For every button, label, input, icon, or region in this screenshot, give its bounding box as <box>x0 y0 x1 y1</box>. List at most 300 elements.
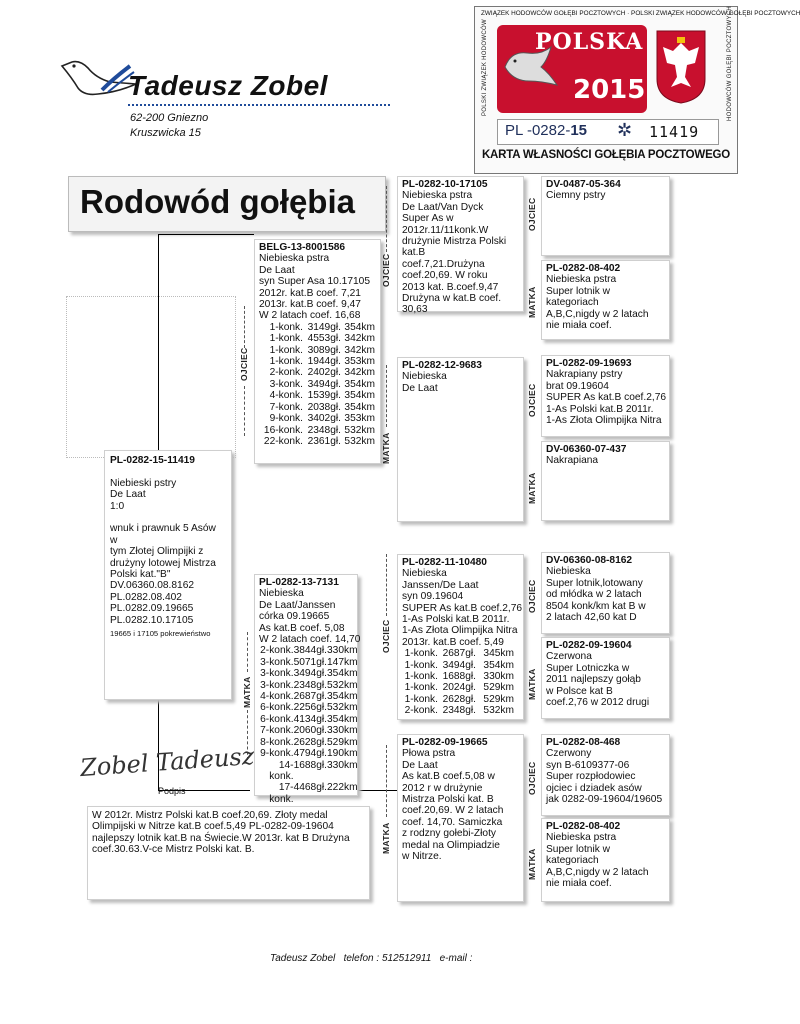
mf-label: OJCIEC <box>381 619 391 653</box>
mm-line: As kat.B coef.5,08 w <box>402 771 495 783</box>
result-place: 17-konk. <box>269 782 294 805</box>
mother-line: Niebieska <box>259 588 304 600</box>
mf-line: 2013r. kat.B coef. 5,49 <box>402 636 504 648</box>
result-row <box>259 759 358 783</box>
result-row <box>402 671 519 682</box>
result-row <box>259 333 376 344</box>
mm-line: coef.20,69. W 2 latach <box>402 805 504 817</box>
mm-line: z rodzny gołebi-Złoty <box>402 828 496 840</box>
result-distance: 354km <box>344 321 375 333</box>
achievement-line: najlepszy lotnik kat.B na Świecie.W 2013r. kat B Drużyna <box>92 832 350 844</box>
grandmother-paternal-card <box>397 357 524 522</box>
fff-line: Ciemny pstry <box>546 190 606 202</box>
pedigree-title: Rodowód gołębia <box>80 183 355 220</box>
result-birds: 3149gł. <box>307 321 341 333</box>
ffm-details <box>546 274 665 331</box>
signature: Zobel Tadeusz <box>79 741 256 783</box>
fmf-line: Nakrapiany pstry <box>546 369 623 381</box>
achievement-line: W 2012r. Mistrz Polski kat.B coef.20,69. Złoty medal <box>92 810 328 821</box>
result-birds: 2628gł. <box>442 693 476 705</box>
mfm-line: Super Lotniczka w <box>546 662 630 674</box>
result-place: 4-konk. <box>269 390 303 402</box>
result-row <box>259 702 358 714</box>
result-distance: 353km <box>344 413 375 425</box>
mother-to-mm-connector <box>357 790 397 791</box>
mfm-line: 2011 najlepszy gołąb <box>546 674 641 686</box>
ff-label-dash <box>386 186 387 252</box>
result-distance: 330km <box>327 759 358 771</box>
subject-line: drużyny lotowej Mistrza <box>110 557 216 569</box>
result-place: 16-konk. <box>263 424 303 436</box>
breeder-address-city: 62-200 Gniezno <box>130 112 209 124</box>
mf-ring: PL-0282-11-10480 <box>402 557 487 568</box>
mmm-line: kategoriach <box>546 855 599 867</box>
father-info-line: syn Super Asa 10.17105 <box>259 276 371 288</box>
result-birds: 3089gł. <box>307 344 341 356</box>
result-distance: 354km <box>483 659 514 671</box>
result-row <box>259 713 358 725</box>
fmf-line: 1-As Złota Olimpijka Nitra <box>546 415 662 427</box>
result-place: 7-konk. <box>260 725 294 737</box>
ff-line: De Laat/Van Dyck <box>402 201 484 213</box>
result-birds: 3844gł. <box>293 645 327 657</box>
ffm-line: Niebieska pstra <box>546 274 617 286</box>
ggp-mfm-card <box>541 637 670 719</box>
fmf-label: OJCIEC <box>527 383 537 417</box>
subject-line: Polski kat."B" <box>110 569 171 581</box>
breeder-name: Tadeusz Zobel <box>128 70 328 101</box>
result-birds: 2361gł. <box>307 435 341 447</box>
father-info-line: W 2 latach coef. 16,68 <box>259 310 361 322</box>
father-label-dash-lower <box>244 386 245 436</box>
ff-line: 2012r.11/11konk.W <box>402 224 489 236</box>
mff-label: OJCIEC <box>527 579 537 613</box>
ffm-label: MATKA <box>527 286 537 318</box>
ff-line: drużynie Mistrza Polski <box>402 236 507 248</box>
subject-line: tym Złotej Olimpijki z <box>110 546 204 558</box>
mff-line: 8504 konk/km kat B w <box>546 600 646 612</box>
fmm-ring: DV-06360-07-437 <box>546 444 627 455</box>
result-place: 6-konk. <box>260 702 294 714</box>
mf-line: SUPER As kat.B coef.2,76 <box>402 602 523 614</box>
mf-line: syn 09.19604 <box>402 591 464 603</box>
result-distance: 529km <box>327 736 358 748</box>
mm-label: MATKA <box>381 822 391 854</box>
subject-line: PL.0282.09.19665 <box>110 603 194 615</box>
father-label-dash <box>244 306 245 348</box>
ggp-ffm-card <box>541 260 670 340</box>
father-info <box>259 276 376 322</box>
mf-line: Niebieska <box>402 568 447 580</box>
result-distance: 353km <box>344 356 375 368</box>
mother-line: W 2 latach coef. 14,70 <box>259 634 361 646</box>
result-row <box>259 379 376 390</box>
fm-line: Niebieska <box>402 371 447 383</box>
result-birds: 4794gł. <box>293 748 327 760</box>
mff-details <box>546 566 665 623</box>
result-place: 3-konk. <box>269 378 303 390</box>
fff-ring: DV-0487-05-364 <box>546 179 621 190</box>
mm-line: 2012 r w drużynie <box>402 782 483 794</box>
fm-line: De Laat <box>402 382 438 394</box>
ffm-line: A,B,C,nigdy w 2 latach <box>546 308 649 320</box>
mmm-label: MATKA <box>527 848 537 880</box>
mmf-line: ojciec i dziadek asów <box>546 782 642 794</box>
mff-line: 2 latach 42,60 kat D <box>546 612 637 624</box>
result-distance: 330km <box>327 645 358 657</box>
subject-ring: PL-0282-15-11419 <box>110 455 195 466</box>
subject-line: PL.0282.08.402 <box>110 591 182 603</box>
mfm-line: w Polsce kat B <box>546 685 613 697</box>
result-place: 8-konk. <box>260 736 294 748</box>
mother-line: As kat.B coef. 5,08 <box>259 622 345 634</box>
photo-placeholder <box>66 296 236 458</box>
subject-line: DV.06360.08.8162 <box>110 580 195 592</box>
mm-line: medal na Olimpiadzie <box>402 839 500 851</box>
footer-name: Tadeusz Zobel <box>270 953 336 964</box>
result-distance: 532km <box>327 702 358 714</box>
fmm-label: MATKA <box>527 472 537 504</box>
mfm-line: coef.2,76 w 2012 drugi <box>546 697 650 709</box>
card-star-icon: ✲ <box>617 120 633 140</box>
mm-ring: PL-0282-09-19665 <box>402 737 488 748</box>
fmf-details <box>546 369 665 426</box>
result-row <box>259 356 376 367</box>
father-line: De Laat <box>259 264 295 276</box>
result-row <box>259 413 376 424</box>
footer <box>270 953 472 964</box>
mmf-ring: PL-0282-08-468 <box>546 737 621 748</box>
result-distance: 532km <box>327 679 358 691</box>
pigeon-logo-icon <box>58 52 138 102</box>
result-row <box>259 748 358 760</box>
mother-label: MATKA <box>242 676 252 708</box>
signature-caption: Podpis <box>158 786 186 796</box>
mmm-ring: PL-0282-08-402 <box>546 821 621 832</box>
result-birds: 1688gł. <box>293 759 327 771</box>
mf-line: Janssen/De Laat <box>402 579 479 591</box>
card-arc-text: ZWIĄZEK HODOWCÓW GOŁĘBI POCZTOWYCH · POLSKI ZWIĄZEK HODOWCÓW GOŁĘBI POCZTOWYCH <box>481 10 800 17</box>
fm-details <box>402 371 519 394</box>
fff-details <box>546 190 665 201</box>
mf-results <box>402 648 519 716</box>
result-distance: 529km <box>483 682 514 694</box>
mmm-line: nie miała coef. <box>546 878 612 890</box>
ff-line: 2013 kat. B.coef.9,47 <box>402 281 499 293</box>
result-place: 14-konk. <box>269 759 294 782</box>
mother-line: córka 09.19665 <box>259 611 330 623</box>
result-row <box>259 322 376 333</box>
result-distance: 342km <box>344 344 375 356</box>
result-row <box>259 645 358 657</box>
result-birds: 2348gł. <box>442 705 476 717</box>
father-label: OJCIEC <box>239 347 249 381</box>
mff-line: Niebieska <box>546 566 591 578</box>
mmf-details <box>546 748 665 805</box>
grandfather-paternal-card <box>397 176 524 316</box>
result-birds: 2348gł. <box>307 424 341 436</box>
card-country: POLSKA <box>535 29 644 55</box>
mother-ring: PL-0282-13-7131 <box>259 577 339 588</box>
ff-ring: PL-0282-10-17105 <box>402 179 488 190</box>
father-line: Niebieska pstra <box>259 253 330 265</box>
result-birds: 4468gł. <box>293 782 327 794</box>
mmf-line: syn B-6109377-06 <box>546 759 630 771</box>
result-distance: 354km <box>344 401 375 413</box>
subject-line: wnuk i prawnuk 5 Asów w <box>110 523 216 546</box>
father-card <box>254 239 381 464</box>
breeder-name-underline <box>128 104 390 106</box>
father-details <box>259 253 376 276</box>
result-distance: 354km <box>344 390 375 402</box>
ffm-ring: PL-0282-08-402 <box>546 263 621 274</box>
mother-results <box>259 645 358 805</box>
result-distance: 190km <box>327 748 358 760</box>
result-distance: 532km <box>344 424 375 436</box>
result-birds: 1539gł. <box>307 390 341 402</box>
result-distance: 532km <box>344 435 375 447</box>
result-place: 1-konk. <box>404 659 438 671</box>
mf-details <box>402 568 523 648</box>
result-birds: 4553gł. <box>307 333 341 345</box>
mfm-line: Czerwona <box>546 651 592 663</box>
mmf-label: OJCIEC <box>527 761 537 795</box>
mm-line: coef. 14,70. Samiczka <box>402 816 503 828</box>
result-birds: 4134gł. <box>293 713 327 725</box>
mmm-line: Super lotnik w <box>546 843 610 855</box>
ggp-mff-card <box>541 552 670 634</box>
mm-line: De Laat <box>402 759 438 771</box>
result-row <box>402 682 519 693</box>
achievement-line: Olimpijski w Nitrze kat.B coef.5,49 PL-0282-09-19604 <box>92 821 334 833</box>
mf-line: 1-As Polski kat.B 2011r. <box>402 614 510 626</box>
fmf-ring: PL-0282-09-19693 <box>546 358 632 369</box>
ffm-line: nie miała coef. <box>546 320 612 332</box>
fm-label-dash <box>386 365 387 427</box>
fmf-line: brat 09.19604 <box>546 380 609 392</box>
result-row <box>259 656 358 668</box>
footer-email-label: e-mail : <box>439 953 473 964</box>
result-row <box>259 436 376 447</box>
result-distance: 354km <box>327 691 358 703</box>
card-side-right: HODOWCÓW GOŁĘBI POCZTOWYCH <box>727 5 733 121</box>
achievement-line: coef.30.63.V-ce Mistrz Polski kat. B. <box>92 844 255 856</box>
result-birds: 3494gł. <box>293 668 327 680</box>
mfm-ring: PL-0282-09-19604 <box>546 640 632 651</box>
mmf-line: jak 0282-09-19604/19605 <box>546 794 663 806</box>
result-distance: 222km <box>327 782 358 794</box>
mmf-line: Czerwony <box>546 748 592 760</box>
mother-label-dash <box>247 632 248 672</box>
result-birds: 2687gł. <box>293 691 327 703</box>
polish-eagle-emblem-icon <box>655 29 707 105</box>
result-row <box>259 345 376 356</box>
result-birds: 2402gł. <box>307 367 341 379</box>
mother-card <box>254 574 361 805</box>
ffm-line: kategoriach <box>546 297 599 309</box>
ggp-fff-card <box>541 176 670 256</box>
mff-ring: DV-06360-08-8162 <box>546 555 633 566</box>
fmf-line: SUPER As kat.B coef.2,76 <box>546 392 667 404</box>
father-results <box>259 322 376 447</box>
result-distance: 342km <box>344 333 375 345</box>
achievements-text <box>92 810 365 856</box>
fm-label: MATKA <box>381 432 391 464</box>
result-birds: 2060gł. <box>293 725 327 737</box>
mfm-label: MATKA <box>527 668 537 700</box>
mm-details <box>402 748 519 862</box>
result-place: 1-konk. <box>269 344 303 356</box>
footer-phone: 512512911 <box>381 953 432 964</box>
mm-label-dash <box>386 745 387 817</box>
result-place: 1-konk. <box>404 648 438 660</box>
result-distance: 330km <box>327 725 358 737</box>
subject-father-connector <box>158 234 159 452</box>
result-place: 3-konk. <box>260 679 294 691</box>
result-row <box>402 660 519 671</box>
result-row <box>259 679 358 691</box>
mf-line: 1-As Złota Olimpijka Nitra <box>402 625 518 637</box>
mff-line: Super lotnik,lotowany <box>546 577 643 589</box>
mmm-line: A,B,C,nigdy w 2 latach <box>546 866 649 878</box>
fmf-line: 1-As Polski kat.B 2011r. <box>546 403 654 415</box>
achievements-box <box>87 806 370 900</box>
ownership-card <box>474 5 800 174</box>
result-birds: 5071gł. <box>293 656 327 668</box>
breeder-address-street: Kruszwicka 15 <box>130 127 201 139</box>
father-info-line: 2012r. kat.B coef. 7,21 <box>259 287 361 299</box>
result-row <box>259 668 358 680</box>
result-row <box>259 691 358 703</box>
result-distance: 532km <box>483 705 514 717</box>
result-row <box>259 425 376 436</box>
mf-label-dash <box>386 554 387 616</box>
mfm-details <box>546 651 665 708</box>
mother-line: De Laat/Janssen <box>259 599 336 611</box>
subject-line <box>110 512 226 523</box>
mother-details <box>259 588 361 646</box>
mmf-line: Super rozpłodowiec <box>546 771 636 783</box>
subject-details <box>110 466 226 626</box>
subject-line: PL.0282.10.17105 <box>110 614 194 626</box>
footer-phone-label: telefon : <box>343 953 380 964</box>
result-row <box>402 648 519 659</box>
result-place: 3-konk. <box>260 656 294 668</box>
result-place: 1-konk. <box>404 671 438 683</box>
ff-label: OJCIEC <box>381 253 391 287</box>
result-distance: 354km <box>344 378 375 390</box>
result-birds: 1944gł. <box>307 356 341 368</box>
result-place: 1-konk. <box>404 682 438 694</box>
card-ring-prefix <box>505 122 587 139</box>
mm-line: Mistrza Polski kat. B <box>402 794 494 806</box>
result-birds: 2628gł. <box>293 736 327 748</box>
result-place: 4-konk. <box>260 691 294 703</box>
subject-pigeon-card <box>104 450 232 700</box>
mm-line: Płowa pstra <box>402 748 456 760</box>
fff-label: OJCIEC <box>527 197 537 231</box>
ggp-fmm-card <box>541 441 670 521</box>
mmm-details <box>546 832 665 889</box>
result-birds: 1688gł. <box>442 671 476 683</box>
ggp-mmm-card <box>541 818 670 902</box>
result-place: 2-konk. <box>260 645 294 657</box>
result-place: 22-konk. <box>263 435 303 447</box>
result-birds: 2256gł. <box>293 702 327 714</box>
ffm-line: Super lotnik w <box>546 285 610 297</box>
result-place: 2-konk. <box>269 367 303 379</box>
result-place: 7-konk. <box>269 401 303 413</box>
result-distance: 342km <box>344 367 375 379</box>
result-distance: 529km <box>483 693 514 705</box>
subject-line: 1:0 <box>110 500 125 512</box>
card-ring-number: 11419 <box>649 123 700 141</box>
fmm-details <box>546 455 665 466</box>
ff-line: Niebieska pstra <box>402 190 473 202</box>
mff-line: od młódka w 2 latach <box>546 589 642 601</box>
fm-ring: PL-0282-12-9683 <box>402 360 482 371</box>
card-caption: KARTA WŁASNOŚCI GOŁĘBIA POCZTOWEGO <box>481 149 731 161</box>
result-row <box>402 705 519 716</box>
subject-father-connector-top <box>158 234 254 235</box>
result-distance: 345km <box>483 648 514 660</box>
result-birds: 2348gł. <box>293 679 327 691</box>
father-info-line: 2013r. kat.B coef. 9,47 <box>259 299 361 311</box>
result-distance: 330km <box>483 671 514 683</box>
result-row <box>259 725 358 737</box>
grandmother-maternal-card <box>397 734 524 902</box>
result-distance: 354km <box>327 668 358 680</box>
result-row <box>259 736 358 748</box>
result-birds: 3402gł. <box>307 413 341 425</box>
result-place: 1-konk. <box>269 333 303 345</box>
result-row <box>259 402 376 413</box>
ff-details <box>402 190 519 315</box>
subject-line <box>110 466 226 477</box>
result-birds: 2038gł. <box>307 401 341 413</box>
fmm-line: Nakrapiana <box>546 455 599 467</box>
result-birds: 3494gł. <box>307 378 341 390</box>
result-place: 9-konk. <box>260 748 294 760</box>
ff-line: coef.7,21.Drużyna <box>402 258 485 270</box>
ff-line: 30,63 <box>402 304 428 316</box>
ff-line: Super As w <box>402 213 454 225</box>
result-row <box>259 782 358 805</box>
card-ring-prefix-text: PL -0282- <box>505 122 571 139</box>
ff-line: Drużyna w kat.B coef. <box>402 293 502 305</box>
result-place: 3-konk. <box>260 668 294 680</box>
ff-line: coef.20,69. W roku <box>402 270 488 282</box>
father-ring: BELG-13-8001586 <box>259 242 346 253</box>
result-place: 1-konk. <box>269 321 303 333</box>
mmm-line: Niebieska pstra <box>546 832 617 844</box>
result-row <box>402 694 519 705</box>
ggp-fmf-card <box>541 355 670 437</box>
result-birds: 2024gł. <box>442 682 476 694</box>
result-birds: 2687gł. <box>442 648 476 660</box>
result-place: 6-konk. <box>260 713 294 725</box>
grandfather-maternal-card <box>397 554 524 720</box>
result-distance: 147km <box>327 656 358 668</box>
ggp-mmf-card <box>541 734 670 816</box>
ff-line: kat.B <box>402 247 426 259</box>
subject-line: Niebieski pstry <box>110 477 177 489</box>
result-distance: 354km <box>327 713 358 725</box>
subject-note: 19665 i 17105 pokrewieństwo <box>110 629 211 639</box>
result-row <box>259 367 376 378</box>
mm-line: w Nitrze. <box>402 851 442 863</box>
result-place: 1-konk. <box>269 356 303 368</box>
